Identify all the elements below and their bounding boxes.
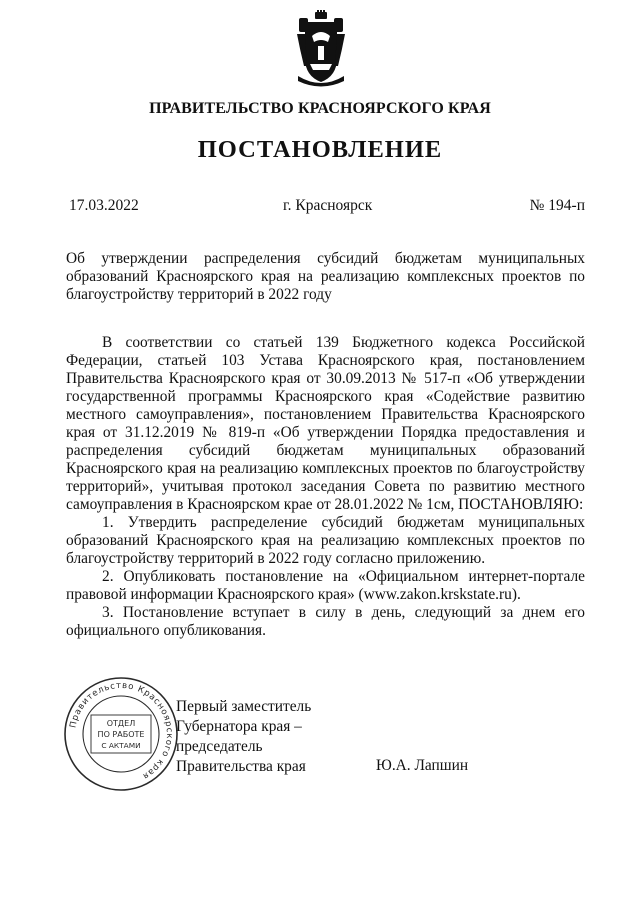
government-title: ПРАВИТЕЛЬСТВО КРАСНОЯРСКОГО КРАЯ: [149, 100, 491, 117]
signature-title-line-1: Первый заместитель: [176, 698, 312, 715]
stamp-outer-text: Правительство Красноярского края: [68, 680, 175, 782]
signature-block: [176, 697, 311, 777]
document-date: 17.03.2022: [69, 197, 139, 214]
preamble-paragraph: В соответствии со статьей 139 Бюджетного кодекса Российской Федерации, статьей 103 Устава Красноярского края, постановлением Правительства Красноярского края от 30.09.2013 № 517-п «Об утверждении государственной программы Красноярского края «Содействие развитию местного самоуправления», постановлением Правительства Красноярского края от 31.12.2019 № 819-п «Об утверждении Порядка предоставления и распределения субсидий бюджетам муниципальных образований Красноярского края на реализацию комплексных проектов по благоустройству территорий», учитывая протокол заседания Совета по развитию местного самоуправления в Красноярском крае от 28.01.2022 № 1см, ПОСТАНОВЛЯЮ:: [66, 334, 585, 513]
item-1-paragraph: 1. Утвердить распределение субсидий бюджетам муниципальных образований Красноярского края на реализацию комплексных проектов по благоустройству территорий в 2022 году согласно приложению.: [66, 514, 585, 567]
document-city: г. Красноярск: [283, 197, 373, 214]
stamp-inner-line-1: ОТДЕЛ: [106, 719, 136, 728]
document-number: № 194-п: [529, 197, 585, 214]
signature-title-line-2: Губернатора края –: [176, 718, 302, 735]
document-type-heading: ПОСТАНОВЛЕНИЕ: [197, 136, 443, 163]
signature-title-line-3: председатель: [176, 738, 263, 755]
signature-title-line-4: Правительства края: [176, 758, 306, 775]
stamp-inner-line-3: С АКТАМИ: [101, 741, 141, 750]
document-body: [66, 334, 585, 640]
official-stamp: [62, 675, 180, 793]
stamp-inner-line-2: ПО РАБОТЕ: [97, 730, 145, 739]
item-3-paragraph: 3. Постановление вступает в силу в день, следующий за днем его официального опубликования.: [66, 604, 585, 639]
item-2-paragraph: 2. Опубликовать постановление на «Официальном интернет-портале правовой информации Красноярского края» (www.zakon.krskstate.ru).: [66, 568, 585, 603]
document-subject: Об утверждении распределения субсидий бюджетам муниципальных образований Красноярского края на реализацию комплексных проектов по благоустройству территорий в 2022 году: [66, 250, 585, 303]
coat-of-arms-icon: [296, 10, 346, 88]
signer-name: Ю.А. Лапшин: [376, 757, 469, 774]
